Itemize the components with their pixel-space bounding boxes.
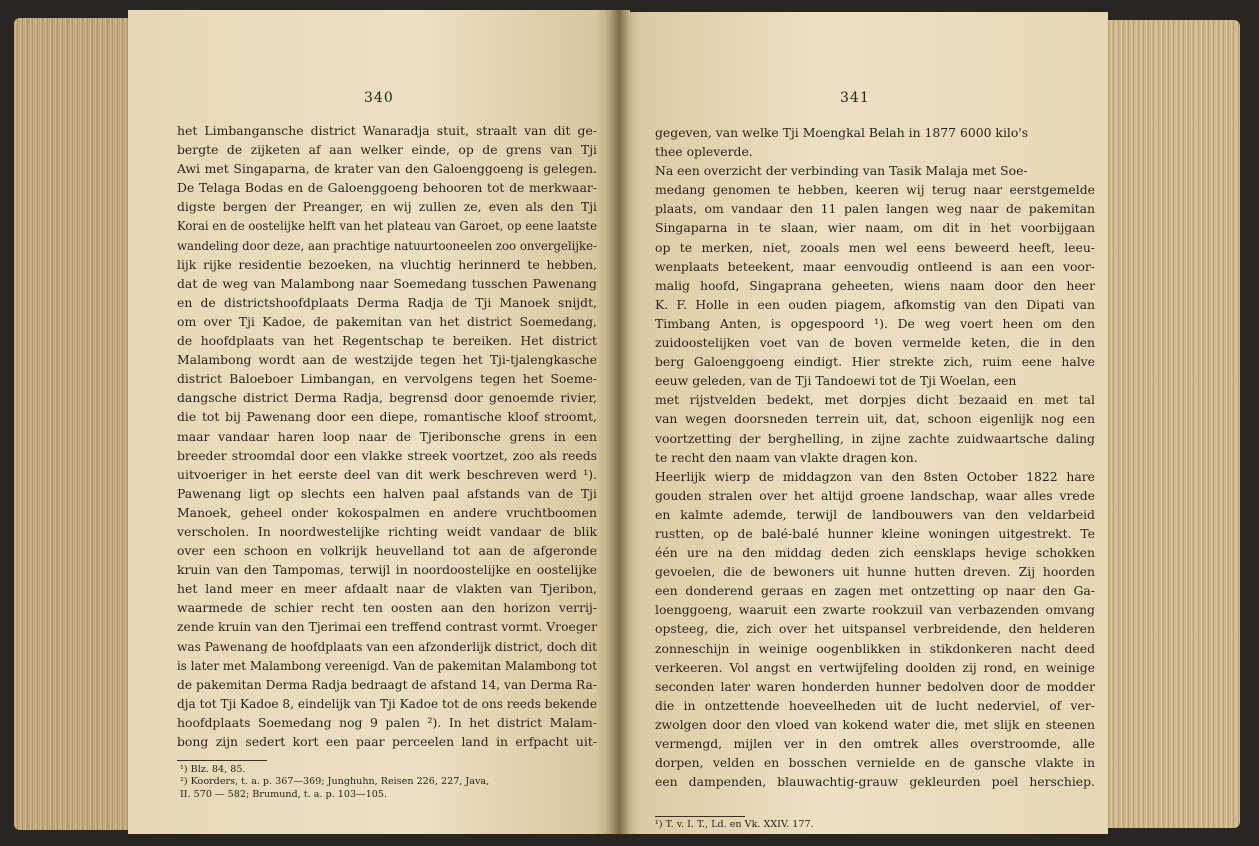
text-line: over een schoon en volkrijk heuvelland tot aan de afgeronde	[177, 543, 597, 559]
text-line: bergte de zijketen af aan welker einde, op de grens van Tji	[177, 142, 597, 158]
text-line: wenplaats beteekent, maar eenvoudig ontleend is aan een voor-	[655, 258, 1095, 274]
text-line: een dampenden, blauwachtig-grauw gekleurden poel herschiep.	[655, 774, 1095, 790]
text-line: zonneschijn in weinige oogenblikken in stikdonkeren nacht deed	[655, 640, 1095, 656]
text-line: wandeling door deze, aan prachtige natuurtooneelen zoo onvergelijke-	[177, 237, 597, 253]
text-line: dorpen, velden en bosschen vernielde en de gansche vlakte in	[655, 755, 1095, 771]
text-line: met rijstvelden bedekt, met dorpjes dicht bezaaid en met tal	[655, 392, 1095, 408]
text-line: en kalmte ademde, terwijl de landbouwers van den veldarbeid	[655, 506, 1095, 522]
text-line: digste bergen der Preanger, en wij zullen ze, even als den Tji	[177, 199, 597, 215]
text-line: Pawenang ligt op slechts een halven paal afstands van de Tji	[177, 485, 597, 501]
text-line: de hoofdplaats van het Regentschap te bereiken. Het district	[177, 333, 597, 349]
footnote-line: ²) Koorders, t. a. p. 367—369; Junghuhn, Reisen 226, 227, Java,	[180, 776, 490, 788]
footnote-line: ¹) Blz. 84, 85.	[180, 764, 246, 775]
book-gutter	[606, 10, 630, 834]
left-page-edges	[14, 18, 134, 830]
text-line: plaats, om vandaar den 11 palen langen weg naar de pakemitan	[655, 201, 1095, 217]
text-line: district Baloeboer Limbangan, en vervolgens tegen het Soeme-	[177, 371, 597, 387]
left-page-footnotes	[180, 764, 600, 801]
text-line: opsteeg, die, zich over het uitspansel verbreidende, den helderen	[655, 621, 1095, 637]
text-line: Malambong wordt aan de westzijde tegen het Tji-tjalengkasche	[177, 352, 597, 368]
text-line: op te merken, niet, zooals men wel eens beweerd heeft, leeu-	[655, 239, 1095, 255]
text-line: Timbang Anten, is opgespoord ¹). De weg voert heen om den	[655, 315, 1095, 331]
text-line: was Pawenang de hoofdplaats van een afzonderlijk district, doch dit	[177, 638, 597, 654]
text-line: gouden stralen over het altijd groene landschap, waar alles vrede	[655, 487, 1095, 503]
text-line: voortzetting der berghelling, in zijne zachte zuidwaartsche daling	[655, 430, 1095, 446]
text-line: lijk rijke residentie bezoeken, na vluchtig herinnerd te hebben,	[177, 256, 597, 272]
text-line: breeder stroomdal door een vlakke streek voortzet, zoo als reeds	[177, 447, 597, 463]
text-line: Awi met Singaparna, de krater van den Galoenggoeng is gelegen.	[177, 161, 597, 177]
text-line: Manoek, geheel onder kokospalmen en andere vruchtboomen	[177, 504, 597, 520]
text-line: Singaparna in te slaan, wier naam, om dit in het voorbijgaan	[655, 220, 1095, 236]
text-line: eeuw geleden, van de Tji Tandoewi tot de Tji Woelan, een	[655, 373, 1017, 389]
text-line: Korai en de oostelijke helft van het plateau van Garoet, op eene laatste	[177, 218, 597, 234]
text-line: Heerlijk wierp de middagzon van den 8sten October 1822 hare	[655, 468, 1095, 484]
text-line: bong zijn sedert kort een paar perceelen land in erfpacht uit-	[177, 734, 597, 749]
text-line: en de districtshoofdplaats Derma Radja de Tji Manoek snijdt,	[177, 294, 597, 310]
text-line: zuidoostelijken voet van de boven vermelde keten, die in den	[655, 335, 1095, 351]
right-footnote-rule	[655, 816, 745, 817]
text-line: zende kruin van den Tjerimai een treffend contrast vormt. Vroeger	[177, 619, 597, 635]
text-line: Na een overzicht der verbinding van Tasik Malaja met Soe-	[655, 163, 1028, 179]
text-line: kruin van den Tampomas, terwijl in noordoostelijke en oostelijke	[177, 562, 597, 578]
text-line: die tot bij Pawenang door een diepe, romantische kloof stroomt,	[177, 409, 597, 425]
text-line: uitvoeriger in het eerste deel van dit werk beschreven werd ¹).	[177, 466, 597, 482]
text-line: te recht den naam van vlakte dragen kon.	[655, 449, 918, 465]
text-line: om over Tji Kadoe, de pakemitan van het district Soemedang,	[177, 313, 597, 329]
text-line: dat de weg van Malambong naar Soemedang tusschen Pawenang	[177, 275, 597, 291]
text-line: gegeven, van welke Tji Moengkal Belah in 1877 6000 kilo's	[655, 125, 1029, 140]
right-page-footnotes	[655, 819, 1075, 831]
right-page-number: 341	[840, 90, 870, 106]
text-line: vermengd, mijlen ver in den omtrek alles overstroomde, alle	[655, 736, 1095, 751]
text-line: het Limbangansche district Wanaradja stuit, straalt van dit ge-	[177, 123, 597, 138]
text-line: medang genomen te hebben, keeren wij terug naar eerstgemelde	[655, 182, 1095, 198]
text-line: dja tot Tji Kadoe 8, eindelijk van Tji Kadoe tot de ons reeds bekende	[177, 695, 597, 711]
text-line: seconden later waren honderden hunner bedolven door de modder	[655, 678, 1095, 694]
text-line: verscholen. In noordwestelijke richting weidt vandaar de blik	[177, 523, 597, 539]
text-line: rustten, op de balé-balé hunner kleine woningen uitgestrekt. Te	[655, 525, 1095, 541]
left-page-number: 340	[364, 90, 394, 106]
text-line: thee opleverde.	[655, 144, 753, 160]
text-line: de pakemitan Derma Radja bedraagt de afstand 14, van Derma Ra-	[177, 676, 597, 692]
text-line: berg Galoenggoeng eindigt. Hier strekte zich, ruim eene halve	[655, 354, 1095, 370]
text-line: De Telaga Bodas en de Galoenggoeng behooren tot de merkwaar-	[177, 180, 597, 196]
text-line: hoofdplaats Soemedang nog 9 palen ²). In het district Malam-	[177, 714, 597, 730]
right-page-edges	[1100, 20, 1240, 828]
text-line: één ure na den middag deden zich eensklaps hevige schokken	[655, 545, 1095, 561]
text-line: waarmede de schier recht ten oosten aan den horizon verrij-	[177, 600, 597, 616]
text-line: loenggoeng, waaruit een zwarte rookzuil van verbazenden omvang	[655, 602, 1095, 618]
left-footnote-rule	[177, 760, 267, 761]
footnote-line: II. 570 — 582; Brumund, t. a. p. 103—105.	[180, 788, 388, 800]
text-line: K. F. Holle in een ouden piagem, afkomstig van den Dipati van	[655, 296, 1095, 312]
text-line: verkeeren. Vol angst en vertwijfeling doolden zij rond, en weinige	[655, 659, 1095, 675]
text-line: malig hoofd, Singaprana geheeten, wiens naam door den heer	[655, 277, 1095, 293]
text-line: een donderend geraas en zagen met ontzetting op naar den Ga-	[655, 583, 1095, 599]
text-line: zwolgen door den vloed van kokend water die, met slijk en steenen	[655, 716, 1095, 732]
footnote-line: ¹) T. v. I. T., Ld. en Vk. XXIV. 177.	[655, 819, 814, 830]
text-line: die in ontzettende hoeveelheden uit de lucht nederviel, of ver-	[655, 697, 1095, 713]
text-line: dangsche district Derma Radja, begrensd door genoemde rivier,	[177, 390, 597, 406]
right-page-body	[655, 123, 1095, 791]
text-line: van wegen doorsneden terrein uit, dat, schoon eigenlijk nog een	[655, 411, 1095, 427]
text-line: gevoelen, die de bewoners uit hunne hutten dreven. Zij hoorden	[655, 564, 1095, 580]
text-line: het land meer en meer afdaalt naar de vlakten van Tjeribon,	[177, 581, 597, 597]
text-line: is later met Malambong vereenigd. Van de pakemitan Malambong tot	[177, 657, 597, 673]
left-page-body	[177, 121, 597, 751]
text-line: maar vandaar haren loop naar de Tjeribonsche grens in een	[177, 428, 597, 444]
